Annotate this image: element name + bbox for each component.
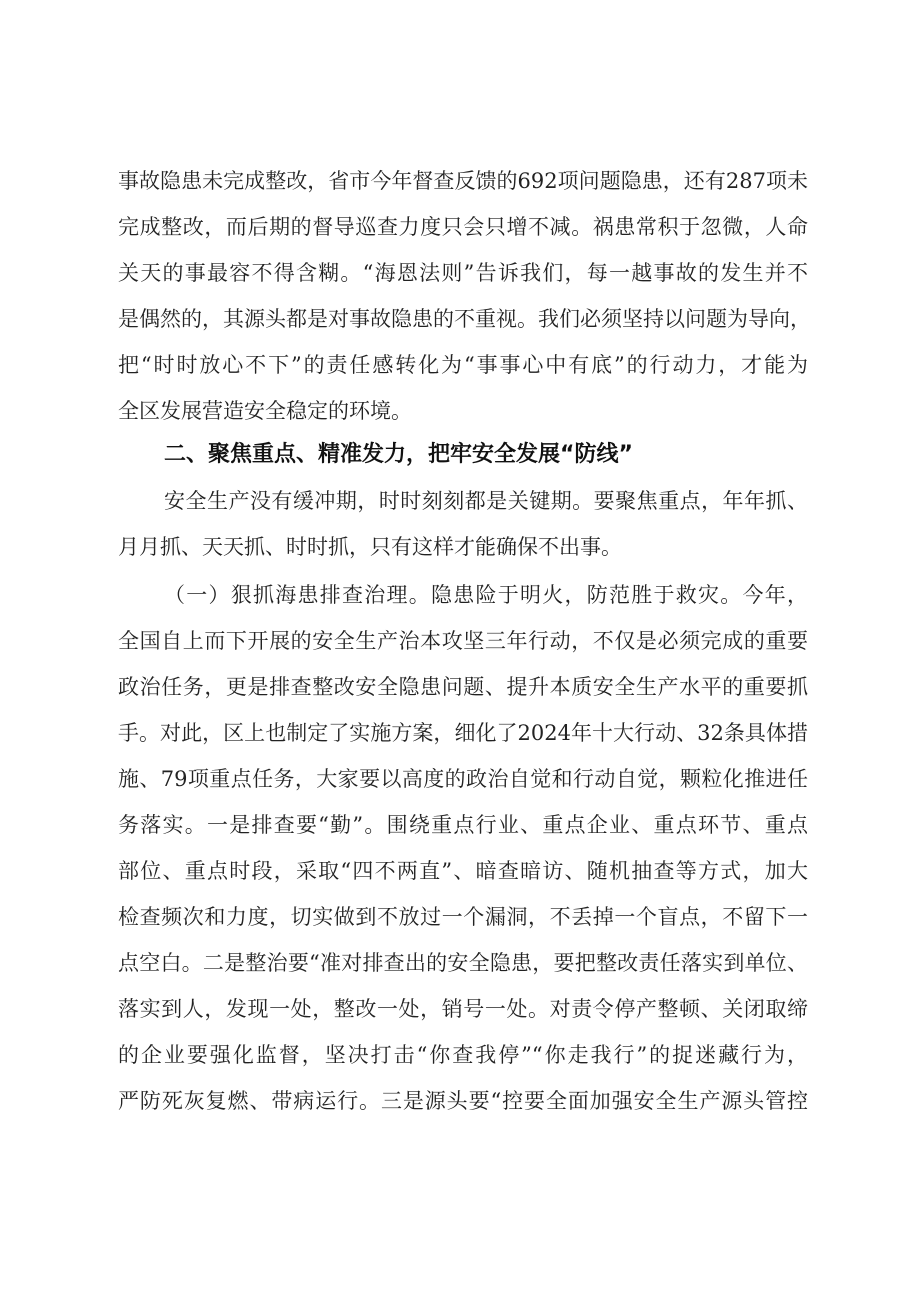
paragraph-3-line-6: 务落实。一是排查要“勤”。围绕重点行业、重点企业、重点环节、重点 [118, 813, 808, 837]
paragraph-2-line-2: 月月抓、天天抓、时时抓，只有这样才能确保不出事。 [118, 535, 622, 559]
paragraph-3-line-4: 手。对此，区上也制定了实施方案，细化了2024年十大行动、32条具体措 [118, 721, 808, 745]
paragraph-1-line-2: 完成整改，而后期的督导巡查力度只会只增不减。祸患常积于忽微，人命 [118, 215, 808, 239]
paragraph-3-line-5: 施、79项重点任务，大家要以高度的政治自觉和行动自觉，颗粒化推进任 [118, 767, 808, 791]
paragraph-3-line-3: 政治任务，更是排查整改安全隐患问题、提升本质安全生产水平的重要抓 [118, 675, 808, 699]
paragraph-3-line-10: 落实到人，发现一处，整改一处，销号一处。对责令停产整顿、关闭取缔 [118, 997, 808, 1021]
paragraph-1-line-1: 事故隐患未完成整改，省市今年督查反馈的692项问题隐患，还有287项未 [118, 169, 808, 193]
paragraph-1-line-5: 把“时时放心不下”的责任感转化为“事事心中有底”的行动力，才能为 [118, 353, 808, 377]
section-heading-2: 二、聚焦重点、精准发力，把牢安全发展“防线” [164, 442, 633, 467]
paragraph-2-line-1: 安全生产没有缓冲期，时时刻刻都是关键期。要聚焦重点，年年抓、 [164, 489, 808, 513]
paragraph-3-line-2: 全国自上而下开展的安全生产治本攻坚三年行动，不仅是必须完成的重要 [118, 629, 808, 653]
paragraph-3-line-7: 部位、重点时段，采取“四不两直”、暗查暗访、随机抽查等方式，加大 [118, 859, 808, 883]
paragraph-1-line-3: 关天的事最容不得含糊。“海恩法则”告诉我们，每一越事故的发生并不 [118, 261, 808, 285]
paragraph-3-line-12: 严防死灰复燃、带病运行。三是源头要“控要全面加强安全生产源头管控 [118, 1089, 808, 1113]
paragraph-3-line-11: 的企业要强化监督，坚决打击“你查我停”“你走我行”的捉迷藏行为， [118, 1043, 808, 1067]
paragraph-3-line-1: （一）狠抓海患排查治理。隐患险于明火，防范胜于救灾。今年， [164, 583, 808, 607]
paragraph-3-line-9: 点空白。二是整治要“准对排查出的安全隐患，要把整改责任落实到单位、 [118, 951, 808, 975]
paragraph-1-line-6: 全区发展营造安全稳定的环境。 [118, 399, 412, 423]
paragraph-1-line-4: 是偶然的，其源头都是对事故隐患的不重视。我们必须坚持以问题为导向， [118, 307, 811, 331]
paragraph-3-line-8: 检查频次和力度，切实做到不放过一个漏洞，不丢掉一个盲点，不留下一 [118, 905, 808, 929]
